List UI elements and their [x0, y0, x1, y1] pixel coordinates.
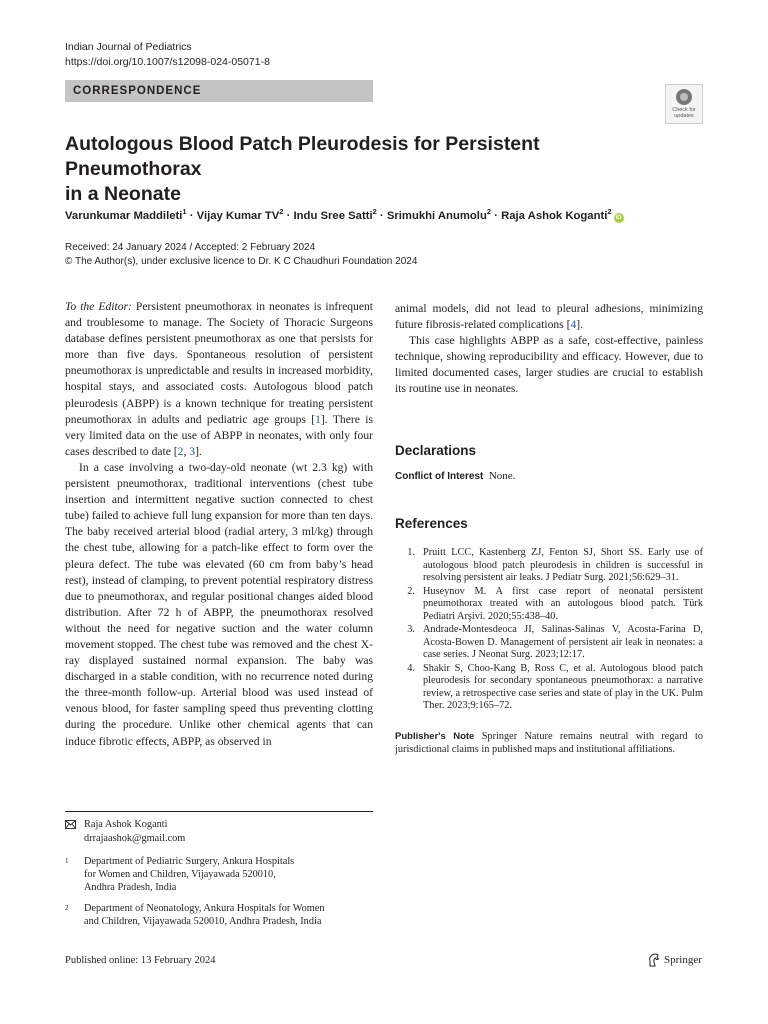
publisher-note-text: Springer Nature remains neutral with regard to jurisdictional claims in published maps and institutional affiliations.: [395, 731, 703, 755]
footnote-divider: [65, 811, 373, 812]
author-name[interactable]: Varunkumar Maddileti: [65, 209, 183, 222]
author-affiliation: 2: [486, 207, 492, 216]
publisher-logo[interactable]: [647, 953, 702, 967]
declarations-heading: Declarations: [395, 443, 477, 458]
author-affiliation: 2: [279, 207, 284, 216]
author-separator: ·: [491, 209, 502, 222]
reference-text: Pruitt LCC, Kastenberg ZJ, Fenton SJ, Short SS. Early use of autologous blood patch pleurodesis in children is successful in resolving persistent air leaks. J Pediatr Surg. 2021;56:629–31.: [423, 547, 703, 583]
citation-link[interactable]: 1: [315, 412, 321, 426]
reference-text: Huseynov M. A first case report of neonatal persistent pneumothorax treated with an autologous blood patch. Türk Pediatri Arşivi. 2020;55:438–40.: [423, 585, 703, 622]
check-updates-icon: [676, 89, 692, 105]
reference-item[interactable]: [395, 586, 703, 624]
author-affiliation: 2: [607, 207, 612, 216]
corresponding-author: [65, 818, 185, 845]
reference-text: Andrade-Montesdeoca JI, Salinas-Salinas V, Acosta-Farina D, Acosta-Bowen D. Management of persistent air leak in neonates: a case series. J Neonat Surg. 2023;12:17.: [423, 624, 703, 660]
body-right-column: [395, 301, 703, 398]
reference-item[interactable]: [395, 547, 703, 585]
envelope-icon: [65, 820, 76, 834]
author-separator: ·: [376, 209, 387, 222]
received-accepted: Received: 24 January 2024 / Accepted: 2 February 2024: [65, 242, 316, 253]
citation-link[interactable]: 3: [189, 444, 196, 458]
references-heading: References: [395, 516, 468, 531]
section-label: CORRESPONDENCE: [65, 80, 373, 102]
author-name[interactable]: Raja Ashok Koganti: [501, 209, 608, 222]
corresponding-name: Raja Ashok Koganti: [84, 819, 168, 830]
author-affiliation: 2: [372, 207, 377, 216]
author-list: [65, 204, 705, 224]
publisher-name: Springer: [664, 954, 702, 966]
affiliation-line: and Children, Vijayawada 520010, Andhra Pradesh, India: [84, 916, 322, 927]
affiliation-line: Department of Neonatology, Ankura Hospitals for Women: [84, 903, 325, 914]
author-name[interactable]: Srimukhi Anumolu: [386, 209, 487, 222]
paragraph: In a case involving a two-day-old neonate (wt 2.3 kg) with persistent pneumothorax, traditional interventions (chest tube insertion and intermittent negative suction connected to chest tube) failed to achieve full lung expansion for more than ten days. The baby received arterial blood (radial artery, 3 ml/kg) through the chest tube, allowing for a patch-like effect to form over the pleura defect. The tube was elevated (60 cm from baby’s head rest), instead of clamping, to prevent potential respiratory distress due to pneumothorax, and regular positional changes aided blood distribution. After 72 h of ABPP, the pneumothorax resolved without the need for negative suction and the water column movement stopped. The chest tube was removed and the chest X-ray displayed sustained normal expansion. The baby was discharged in a stable condition, with no recurrence noted during the three-month follow-up. Arterial blood was used instead of venous blood, for faster sampling speed thus preventing clotting during the procedure. Unlike other chemical agents that can induce fibrotic effects, ABPP, as observed in: [65, 460, 373, 748]
reference-number: 4.: [407, 662, 415, 674]
check-updates-line2: updates: [674, 113, 694, 119]
paragraph: This case highlights ABPP as a safe, cost-effective, painless technique, showing reproducibility and efficacy. However, due to limited documented cases, larger studies are crucial to establish its routine use in neonates.: [395, 334, 703, 396]
reference-number: 2.: [407, 585, 415, 597]
article-title: [65, 132, 665, 207]
reference-item[interactable]: [395, 663, 703, 713]
affiliation-2: [65, 902, 355, 928]
paragraph: To the Editor: Persistent pneumothorax in neonates is infrequent and troublesome to manage. The Society of Thoracic Surgeons database defines persistent pneumothorax as one that persists for more than five days. Spontaneous resolution of persistent pneumothorax is unpredictable and results in increased morbidity, hospital stays, and associated costs. Autologous blood patch pleurodesis (ABPP) is a known technique for treating persistent pneumothorax in adults and pediatric age groups [1]. There is very limited data on the use of ABPP in neonates, with only four cases described to date [2, 3].: [65, 300, 373, 458]
publisher-note-label: Publisher's Note: [395, 731, 475, 742]
coi-label: Conflict of Interest: [395, 471, 484, 482]
salutation: To the Editor:: [65, 300, 132, 313]
doi-link[interactable]: https://doi.org/10.1007/s12098-024-05071-8: [65, 56, 270, 68]
orcid-icon[interactable]: iD: [615, 214, 622, 221]
reference-number: 1.: [407, 547, 415, 558]
paragraph: animal models, did not lead to pleural adhesions, minimizing future fibrosis-related complications [4].: [395, 302, 703, 332]
publisher-note: [395, 730, 703, 756]
reference-list: [395, 547, 703, 714]
check-for-updates-badge[interactable]: [665, 84, 703, 124]
author-separator: ·: [186, 209, 197, 222]
check-updates-line1: Check for: [672, 107, 696, 113]
citation-link[interactable]: 2: [177, 444, 184, 458]
affiliation-1: [65, 855, 355, 894]
affiliation-number: 2: [65, 904, 69, 912]
journal-name: Indian Journal of Pediatrics: [65, 41, 192, 53]
reference-item[interactable]: [395, 624, 703, 662]
citation-link[interactable]: 4: [570, 318, 577, 332]
author-name[interactable]: Indu Sree Satti: [293, 209, 373, 222]
article-dates: [65, 241, 417, 269]
springer-horse-icon: [647, 953, 660, 967]
reference-number: 3.: [407, 624, 415, 635]
published-date: Published online: 13 February 2024: [65, 955, 216, 966]
author-separator: ·: [283, 209, 294, 222]
license-line: © The Author(s), under exclusive licence to Dr. K C Chaudhuri Foundation 2024: [65, 256, 418, 267]
affiliation-line: for Women and Children, Vijayawada 520010,: [84, 869, 276, 880]
title-line-2: in a Neonate: [65, 183, 181, 205]
corresponding-email[interactable]: drrajaashok@gmail.com: [84, 832, 186, 844]
body-left-column: [65, 299, 373, 750]
affiliation-line: Department of Pediatric Surgery, Ankura Hospitals: [84, 856, 295, 867]
reference-text: Shakir S, Choo-Kang B, Ross C, et al. Autologous blood patch pleurodesis for secondary spontaneous pneumothorax: a narrative review, a retrospective case series and state of play in the UK. Pulm Ther. 2023;9:165–72.: [423, 662, 703, 711]
conflict-of-interest: [395, 470, 515, 482]
coi-value: None.: [488, 470, 516, 482]
author-name[interactable]: Vijay Kumar TV: [196, 209, 280, 222]
affiliation-number: 1: [65, 857, 69, 865]
author-affiliation: 1: [182, 207, 187, 216]
journal-header: [65, 40, 270, 70]
title-line-1: Autologous Blood Patch Pleurodesis for Persistent Pneumothorax: [65, 133, 540, 180]
affiliation-line: Andhra Pradesh, India: [84, 882, 177, 893]
